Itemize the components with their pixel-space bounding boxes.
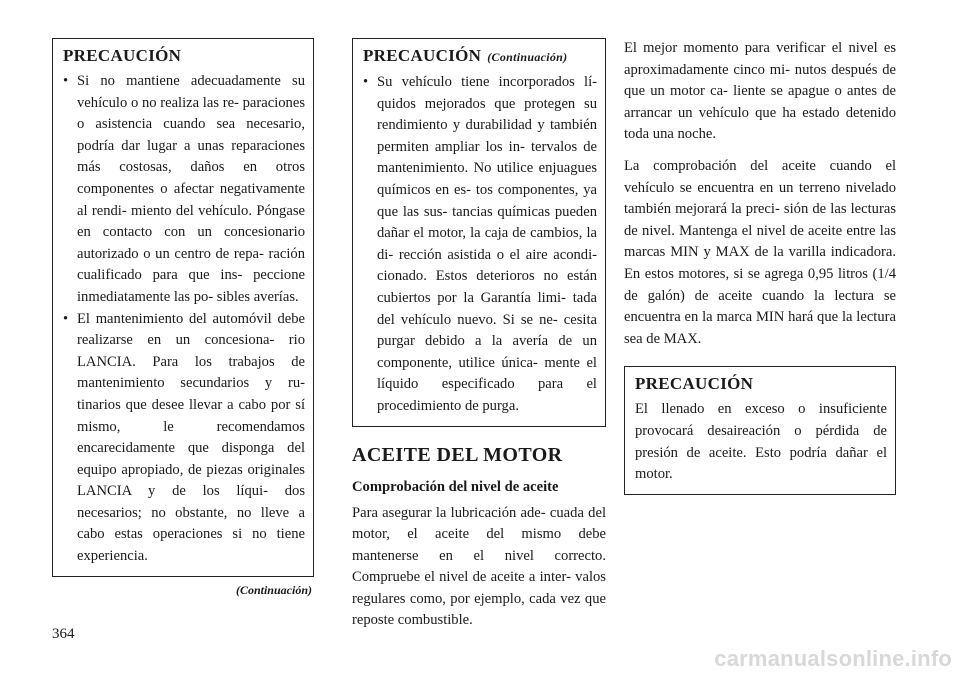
column-right bbox=[624, 38, 896, 495]
continuation-note: (Continuación) bbox=[235, 582, 312, 597]
column-left bbox=[52, 38, 314, 598]
warning-continued-label: (Continuación) bbox=[487, 50, 568, 64]
bullet-item: • El mantenimiento del automóvil debe realizarse en un concesiona- rio LANCIA. Para los trabajos de mantenimiento secundarios y ru- tinarios que desee llevar a cabo por sí mismo, le recomendamos encarecidamente que disponga del equipo apropiado, de piezas originales LANCIA y de los líqui- dos necesarios; no obstante, no lleve a cabo estas operaciones si no tiene experiencia. bbox=[63, 309, 305, 568]
bullet-item: • Si no mantiene adecuadamente su vehículo o no realiza las re- paraciones o asistencia cuando sea necesario, podría dar lugar a unas reparaciones más costosas, daños en otros componentes o afectar negativamente al rendi- miento del vehículo. Póngase en contacto con un concesionario autorizado o un centro de repa- ración cualificado para que ins- peccione inmediatamente las po- sibles averías. bbox=[63, 71, 305, 309]
warning-title-text: PRECAUCIÓN bbox=[363, 46, 482, 65]
warning-box-3 bbox=[624, 366, 896, 494]
body-paragraph: Para asegurar la lubricación ade- cuada del motor, el aceite del mismo debe mantenerse en el nivel correcto. Compruebe el nivel de aceite a inter- valos regulares como, por ejemplo, cada vez que reposte combustible. bbox=[352, 504, 606, 629]
warning-title bbox=[363, 45, 597, 68]
column-middle bbox=[352, 38, 606, 642]
bullet-item: • Su vehículo tiene incorporados lí- quidos mejorados que protegen su rendimiento y durabilidad y también permiten ampliar los in- tervalos de mantenimiento. No utilice enjuagues químicos en es- tos componentes, ya que las sus- tancias químicas pueden dañar el motor, la caja de cambios, la di- rección asistida o el aire acondi- cionado. Estos deterioros no están cubiertos por la Garantía limi- tada del vehículo nuevo. Si se ne- cesita purgar debido a la avería de un componente, utilice única- mente el líquido especificado para el procedimiento de purga. bbox=[363, 72, 597, 418]
warning-title: PRECAUCIÓN bbox=[63, 46, 182, 65]
watermark: carmanualsonline.info bbox=[714, 646, 952, 671]
warning-bullets bbox=[363, 72, 597, 418]
warning-box-1 bbox=[52, 38, 314, 577]
warning-text: El llenado en exceso o insuficiente provocará desaireación o pérdida de presión de aceite. Esto podría dañar el motor. bbox=[635, 401, 887, 483]
body-paragraph: El mejor momento para verificar el nivel es aproximadamente cinco mi- nutos después de que un motor ca- liente se apague o antes de arrancar un vehículo que ha estado detenido toda una noche. bbox=[624, 40, 896, 143]
page-number: 364 bbox=[52, 626, 75, 642]
section-title: ACEITE DEL MOTOR bbox=[352, 443, 563, 466]
warning-title: PRECAUCIÓN bbox=[635, 374, 754, 394]
body-paragraph: La comprobación del aceite cuando el vehículo se encuentra en un terreno nivelado también mejorará la preci- sión de las lecturas de nivel. Mantenga el nivel de aceite entre las marcas MIN y MAX de la varilla indicadora. En estos motores, si se agrega 0,95 litros (1/4 de galón) de aceite cuando la lectura se encuentra en la marca MIN hará que la lectura sea de MAX. bbox=[624, 157, 896, 347]
subsection-title: Comprobación del nivel de aceite bbox=[352, 478, 559, 495]
warning-bullets bbox=[63, 71, 305, 568]
warning-box-2 bbox=[352, 38, 606, 427]
